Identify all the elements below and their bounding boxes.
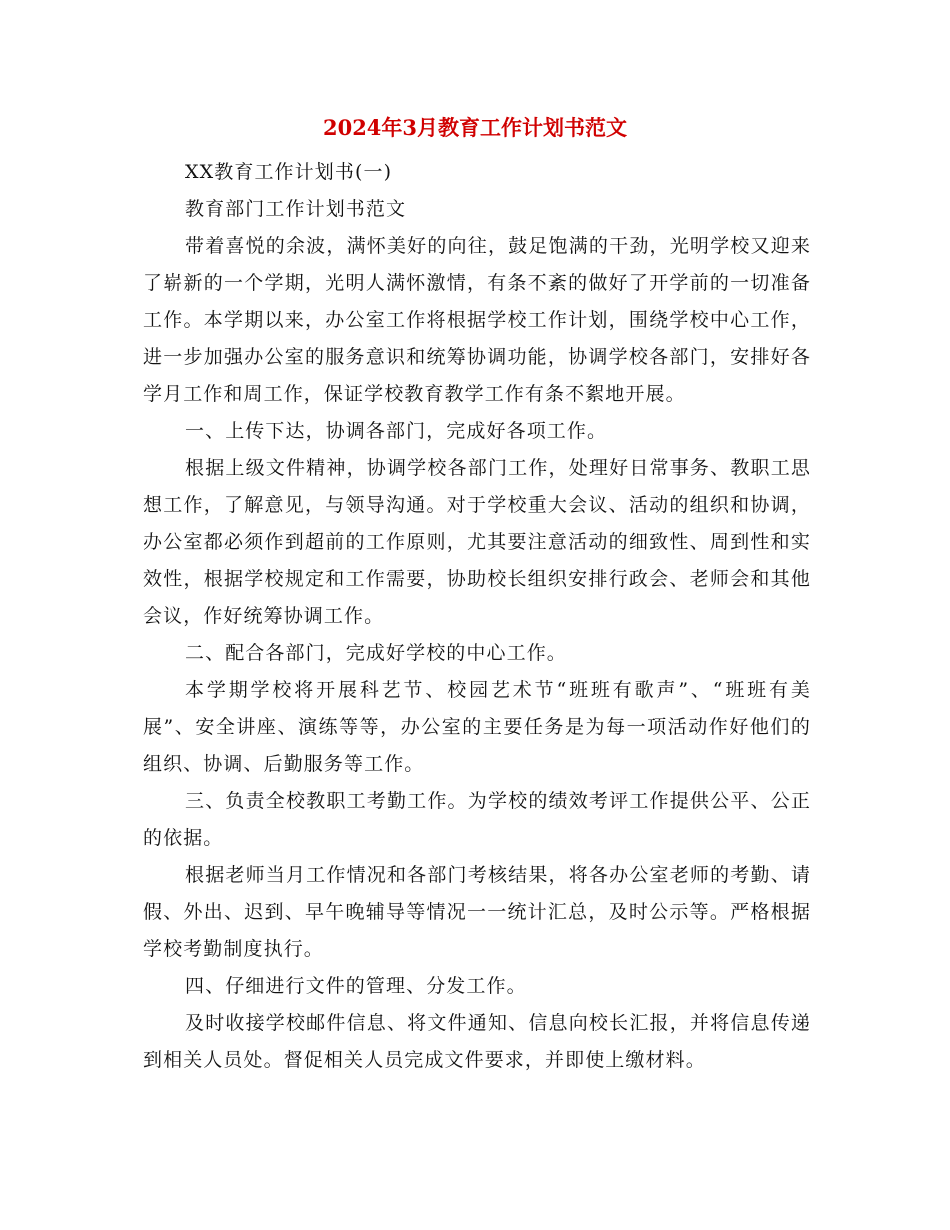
- section-heading-3: 三、负责全校教职工考勤工作。为学校的绩效考评工作提供公平、公正的依据。: [143, 790, 811, 849]
- section-heading-2: 二、配合各部门，完成好学校的中心工作。: [185, 642, 567, 664]
- paragraph-section-1: 根据上级文件精神，协调学校各部门工作，处理好日常事务、教职工思想工作，了解意见，与领导沟通。对于学校重大会议、活动的组织和协调，办公室都必须作到超前的工作原则，尤其要注意活动的细致性、周到性和实效性，根据学校规定和工作需要，协助校长组织安排行政会、老师会和其他会议，作好统筹协调工作。: [143, 457, 811, 627]
- document-title: 2024年3月教育工作计划书范文: [322, 115, 628, 140]
- paragraph-heading: 教育部门工作计划书范文: [185, 198, 407, 220]
- paragraph-section-2: 本学期学校将开展科艺节、校园艺术节“班班有歌声”、“班班有美展”、安全讲座、演练等等，办公室的主要任务是为每一项活动作好他们的组织、协调、后勤服务等工作。: [143, 679, 811, 775]
- paragraph-section-3: 根据老师当月工作情况和各部门考核结果，将各办公室老师的考勤、请假、外出、迟到、早午晚辅导等情况一一统计汇总，及时公示等。严格根据学校考勤制度执行。: [143, 864, 811, 960]
- paragraph-section-4: 及时收接学校邮件信息、将文件通知、信息向校长汇报，并将信息传递到相关人员处。督促相关人员完成文件要求，并即使上缴材料。: [143, 1012, 811, 1071]
- paragraph-intro: 带着喜悦的余波，满怀美好的向往，鼓足饱满的干劲，光明学校又迎来了崭新的一个学期，光明人满怀激情，有条不紊的做好了开学前的一切准备工作。本学期以来，办公室工作将根据学校工作计划，围绕学校中心工作，进一步加强办公室的服务意识和统筹协调功能，协调学校各部门，安排好各学月工作和周工作，保证学校教育教学工作有条不絮地开展。: [143, 235, 811, 405]
- section-heading-1: 一、上传下达，协调各部门，完成好各项工作。: [185, 420, 608, 442]
- section-heading-4: 四、仔细进行文件的管理、分发工作。: [185, 975, 527, 997]
- document-body: [143, 154, 811, 1079]
- paragraph-subtitle: XX教育工作计划书(一): [185, 161, 393, 183]
